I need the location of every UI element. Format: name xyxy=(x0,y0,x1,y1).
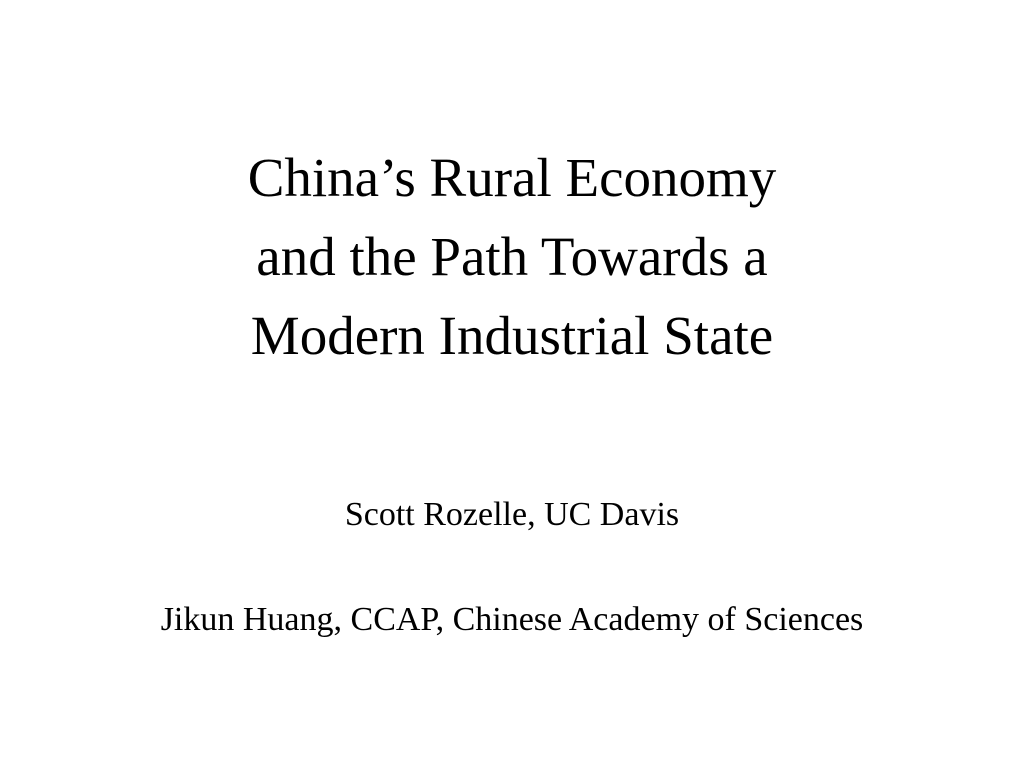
title-line-3: Modern Industrial State xyxy=(250,305,774,366)
author-scott-rozelle: Scott Rozelle, UC Davis xyxy=(344,496,680,533)
slide-title xyxy=(0,138,1024,375)
title-line-1: China’s Rural Economy xyxy=(247,147,777,208)
author-jikun-huang: Jikun Huang, CCAP, Chinese Academy of Sciences xyxy=(160,601,864,638)
title-line-2: and the Path Towards a xyxy=(256,226,768,287)
